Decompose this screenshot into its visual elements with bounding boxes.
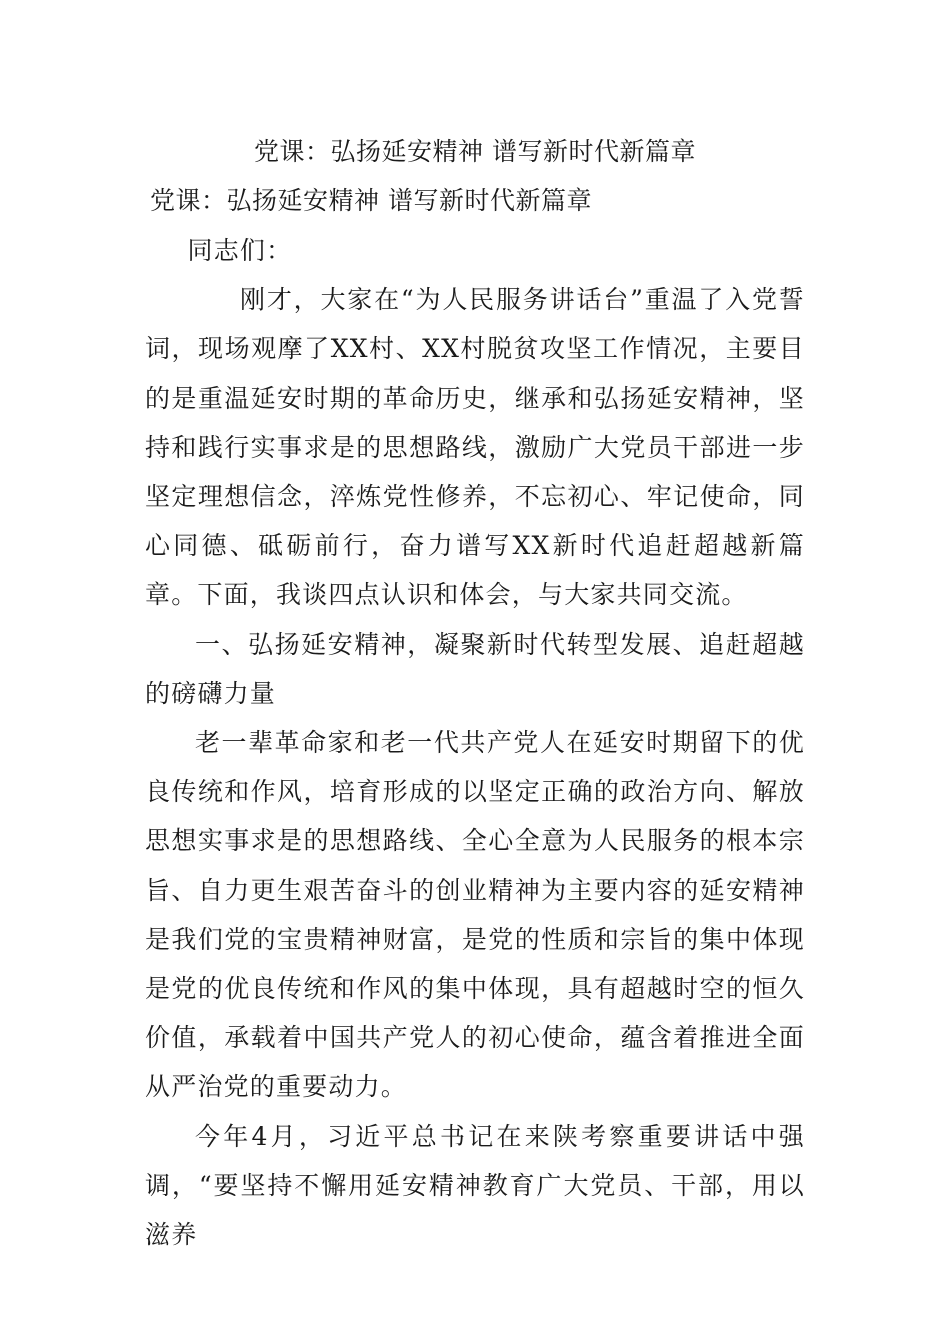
paragraph-april-speech: 今年4月，习近平总书记在来陕考察重要讲话中强调，“要坚持不懈用延安精神教育广大党员、干部，用以滋养 <box>145 1121 805 1250</box>
paragraph-opening: 刚才，大家在“为人民服务讲话台”重温了入党誓词，现场观摩了XX村、XX村脱贫攻坚工作情况，主要目的是重温延安时期的革命历史，继承和弘扬延安精神，坚持和践行实事求是的思想路线，激励广大党员干部进一步坚定理想信念，淬炼党性修养，不忘初心、牢记使命，同心同德、砥砺前行，奋力谱写XX新时代追赶超越新篇章。下面，我谈四点认识和体会，与大家共同交流。 <box>145 285 805 610</box>
section-heading-one: 一、弘扬延安精神，凝聚新时代转型发展、追赶超越的磅礴力量 <box>145 629 805 708</box>
paragraph-yanan-spirit: 老一辈革命家和老一代共产党人在延安时期留下的优良传统和作风，培育形成的以坚定正确的政治方向、解放思想实事求是的思想路线、全心全意为人民服务的根本宗旨、自力更生艰苦奋斗的创业精神为主要内容的延安精神是我们党的宝贵精神财富，是党的性质和宗旨的集中体现是党的优良传统和作风的集中体现，具有超越时空的恒久价值，承载着中国共产党人的初心使命，蕴含着推进全面从严治党的重要动力。 <box>145 728 805 1102</box>
greeting-line: 同志们： <box>187 236 293 265</box>
document-title: 党课：弘扬延安精神 谱写新时代新篇章 <box>254 137 696 166</box>
document-subtitle: 党课：弘扬延安精神 谱写新时代新篇章 <box>150 186 592 215</box>
document-body <box>145 226 805 1259</box>
